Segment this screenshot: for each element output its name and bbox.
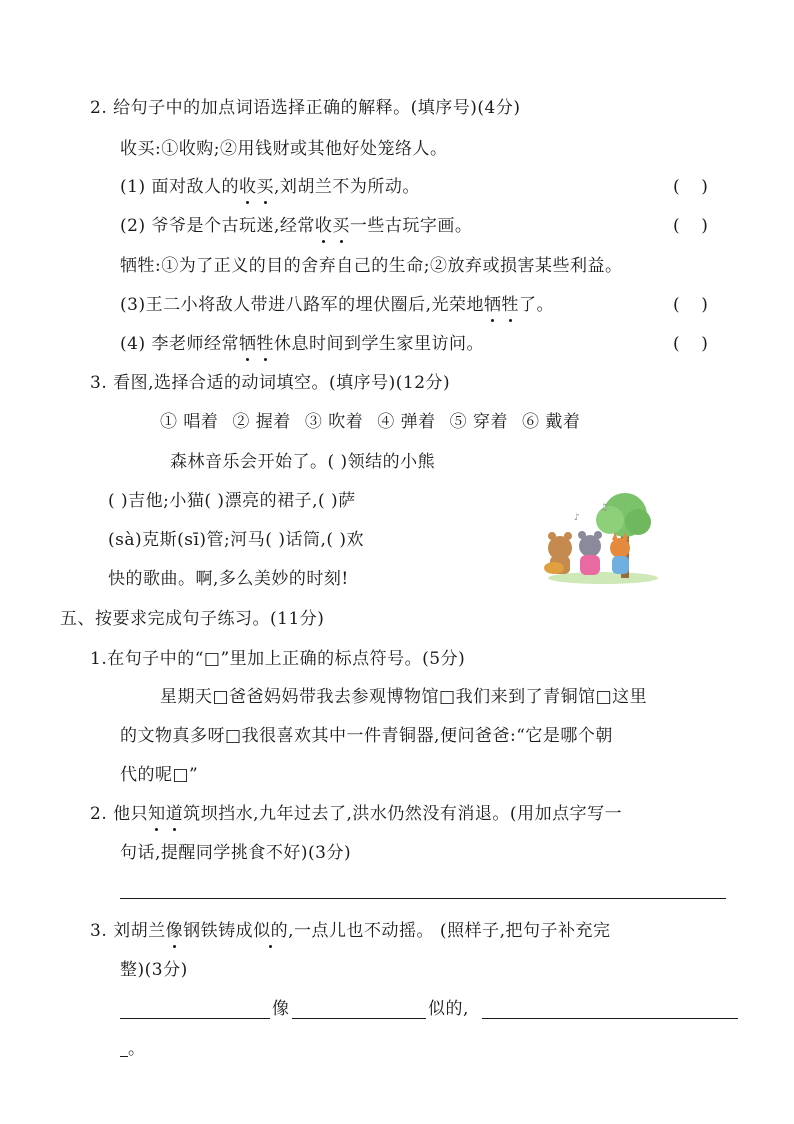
item-text: (1) 面对敌人的 (120, 177, 239, 197)
dotted-char: 牲 (501, 295, 519, 315)
answer-line[interactable] (292, 1018, 426, 1019)
q2-item-3 (120, 294, 554, 316)
q3-line-4: 快的歌曲。啊,多么美妙的时刻! (108, 569, 349, 589)
q2-item-1 (120, 176, 420, 198)
item-text: 休息时间到学生家里访问。 (273, 334, 484, 354)
q2-definition-xisheng: 牺牲:①为了正义的目的舍弃自己的生命;②放弃或损害某些利益。 (120, 256, 623, 276)
dotted-char: 牺 (483, 295, 502, 315)
dotted-char: 收 (238, 177, 257, 197)
answer-blank-3[interactable]: ( ) (673, 295, 708, 315)
q3-line-2: ( )吉他;小猫( )漂亮的裙子,( )萨 (108, 491, 356, 511)
q3-line-3: (sà)克斯(sī)管;河马( )话筒,( )欢 (108, 530, 365, 550)
q-text: 3. 刘胡兰 (90, 921, 166, 941)
q3-title: 3. 看图,选择合适的动词填空。(填序号)(12分) (90, 373, 451, 393)
blank-word-shide: 似的, (428, 999, 469, 1019)
s5-q3-line-1 (90, 920, 610, 942)
s5-q2-line-2: 句话,提醒同学挑食不好)(3分) (120, 843, 352, 863)
answer-blank-1[interactable]: ( ) (673, 177, 708, 197)
answer-line[interactable] (482, 1018, 738, 1019)
q3-line-1: 森林音乐会开始了。( )领结的小熊 (170, 452, 436, 472)
item-text: (3)王二小将敌人带进八路军的埋伏圈后,光荣地 (120, 295, 484, 315)
q-text: 筑坝挡水,九年过去了,洪水仍然没有消退。(用加点字写一 (183, 804, 623, 824)
option: ② 握着 (232, 412, 291, 432)
svg-text:♪: ♪ (574, 513, 580, 523)
item-text: (4) 李老师经常 (120, 334, 239, 354)
s5-q3-line-2: 整)(3分) (120, 960, 188, 980)
answer-blank-2[interactable]: ( ) (673, 216, 708, 236)
option: ④ 弹着 (377, 412, 436, 432)
option: ① 唱着 (160, 412, 219, 432)
dotted-char: 买 (256, 177, 274, 197)
dotted-char: 牲 (256, 334, 274, 354)
dotted-char: 似的 (253, 921, 289, 941)
dotted-char: 买 (332, 216, 350, 236)
q2-definition-shoumai: 收买:①收购;②用钱财或其他好处笼络人。 (120, 139, 448, 159)
item-text: 一些古玩字画。 (349, 216, 473, 236)
q2-item-2 (120, 215, 472, 237)
answer-line[interactable] (120, 1018, 270, 1019)
answer-line[interactable] (120, 898, 726, 899)
option: ⑥ 戴着 (522, 412, 581, 432)
answer-blank-4[interactable]: ( ) (673, 334, 708, 354)
s5-q2-line-1 (90, 803, 622, 825)
item-text: (2) 爷爷是个古玩迷,经常 (120, 216, 315, 236)
q3-options (160, 411, 594, 433)
q-text: ,一点儿也不动摇。 (照样子,把句子补充完 (288, 921, 611, 941)
answer-line[interactable] (120, 1056, 128, 1057)
svg-text:♫: ♫ (600, 503, 609, 513)
q2-item-4 (120, 333, 484, 355)
s5-q1-title: 1.在句子中的“□”里加上正确的标点符号。(5分) (90, 649, 466, 669)
section-5-title: 五、按要求完成句子练习。(11分) (60, 609, 325, 629)
option: ③ 吹着 (304, 412, 364, 432)
item-text: 了。 (518, 295, 554, 315)
s5-q1-line-1: 星期天□爸爸妈妈带我去参观博物馆□我们来到了青铜馆□这里 (160, 687, 648, 707)
blank-word-xiang: 像 (272, 999, 290, 1019)
dotted-char: 知 (148, 804, 166, 824)
dotted-char: 牺 (238, 334, 257, 354)
q-text: 2. 他只 (90, 804, 149, 824)
item-text: ,刘胡兰不为所动。 (273, 177, 420, 197)
dotted-char: 收 (314, 216, 333, 236)
option: ⑤ 穿着 (449, 412, 509, 432)
sentence-end-period: 。 (128, 1039, 146, 1059)
q2-title: 2. 给句子中的加点词语选择正确的解释。(填序号)(4分) (90, 98, 521, 118)
forest-concert-illustration (538, 490, 658, 585)
dotted-char: 像 (165, 921, 184, 941)
s5-q1-line-3: 代的呢□” (120, 765, 199, 785)
q-text: 钢铁铸成 (183, 921, 254, 941)
s5-q1-line-2: 的文物真多呀□我很喜欢其中一件青铜器,便问爸爸:“它是哪个朝 (120, 726, 613, 746)
dotted-char: 道 (165, 804, 184, 824)
